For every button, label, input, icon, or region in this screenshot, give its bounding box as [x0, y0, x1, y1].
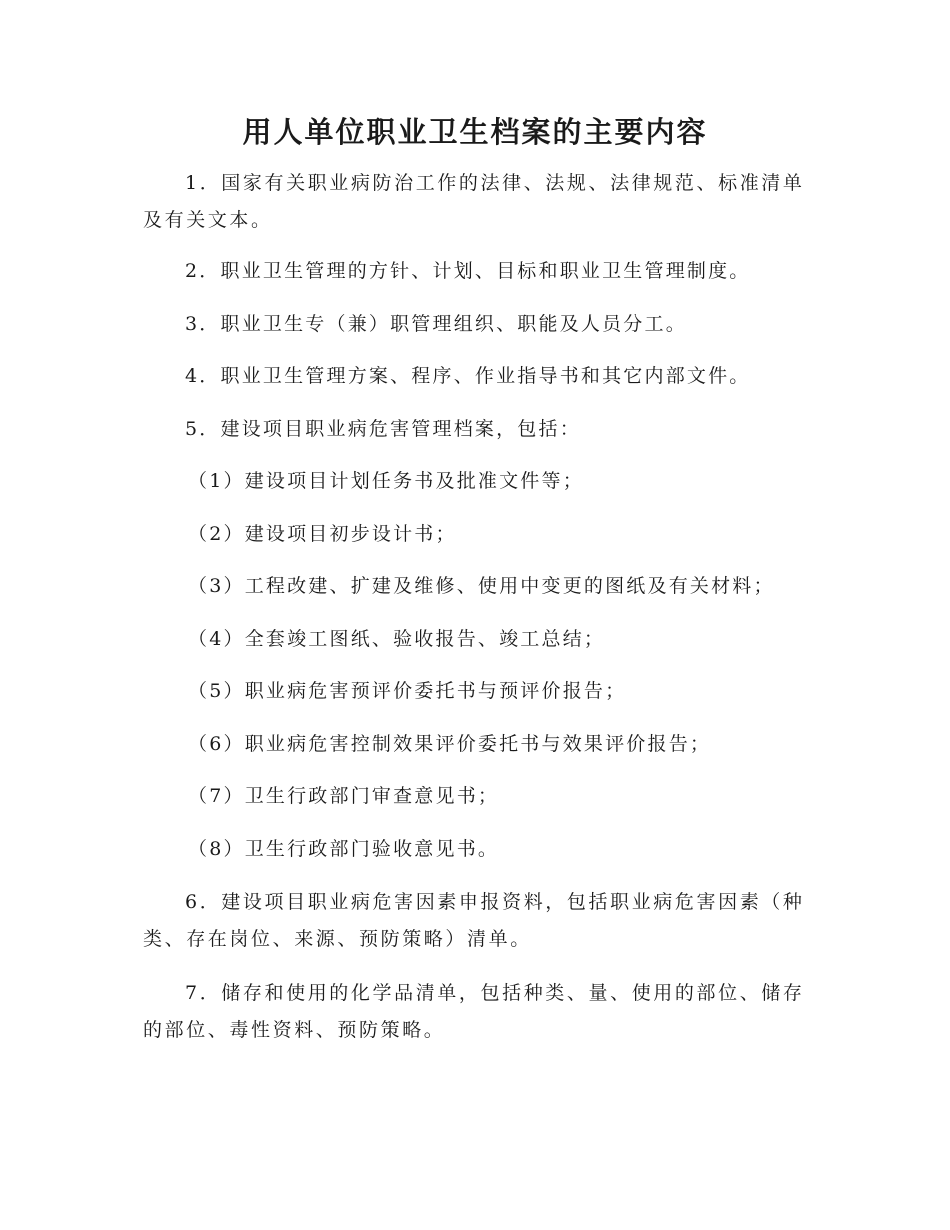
sub-item-1: （1）建设项目计划任务书及批准文件等；	[188, 470, 584, 492]
paragraph-item-1: 1．国家有关职业病防治工作的法律、法规、法律规范、标准清单及有关文本。	[143, 172, 805, 231]
sub-item-2: （2）建设项目初步设计书；	[188, 523, 457, 545]
paragraph-item-5: 5．建设项目职业病危害管理档案，包括：	[185, 418, 581, 440]
paragraph-item-2: 2．职业卫生管理的方针、计划、目标和职业卫生管理制度。	[185, 260, 751, 282]
paragraph-item-3: 3．职业卫生专（兼）职管理组织、职能及人员分工。	[185, 313, 687, 335]
paragraph-item-6: 6．建设项目职业病危害因素申报资料，包括职业病危害因素（种类、存在岗位、来源、预防策略）清单。	[143, 891, 805, 950]
sub-item-3: （3）工程改建、扩建及维修、使用中变更的图纸及有关材料；	[188, 575, 775, 597]
sub-item-4: （4）全套竣工图纸、验收报告、竣工总结；	[188, 628, 606, 650]
sub-item-6: （6）职业病危害控制效果评价委托书与效果评价报告；	[188, 733, 712, 755]
paragraph-item-7: 7．储存和使用的化学品清单，包括种类、量、使用的部位、储存的部位、毒性资料、预防策略。	[143, 982, 805, 1041]
sub-item-7: （7）卫生行政部门审查意见书；	[188, 785, 500, 807]
paragraph-item-4: 4．职业卫生管理方案、程序、作业指导书和其它内部文件。	[185, 365, 751, 387]
sub-item-8: （8）卫生行政部门验收意见书。	[188, 838, 500, 860]
document-title: 用人单位职业卫生档案的主要内容	[242, 115, 708, 149]
sub-item-5: （5）职业病危害预评价委托书与预评价报告；	[188, 680, 627, 702]
